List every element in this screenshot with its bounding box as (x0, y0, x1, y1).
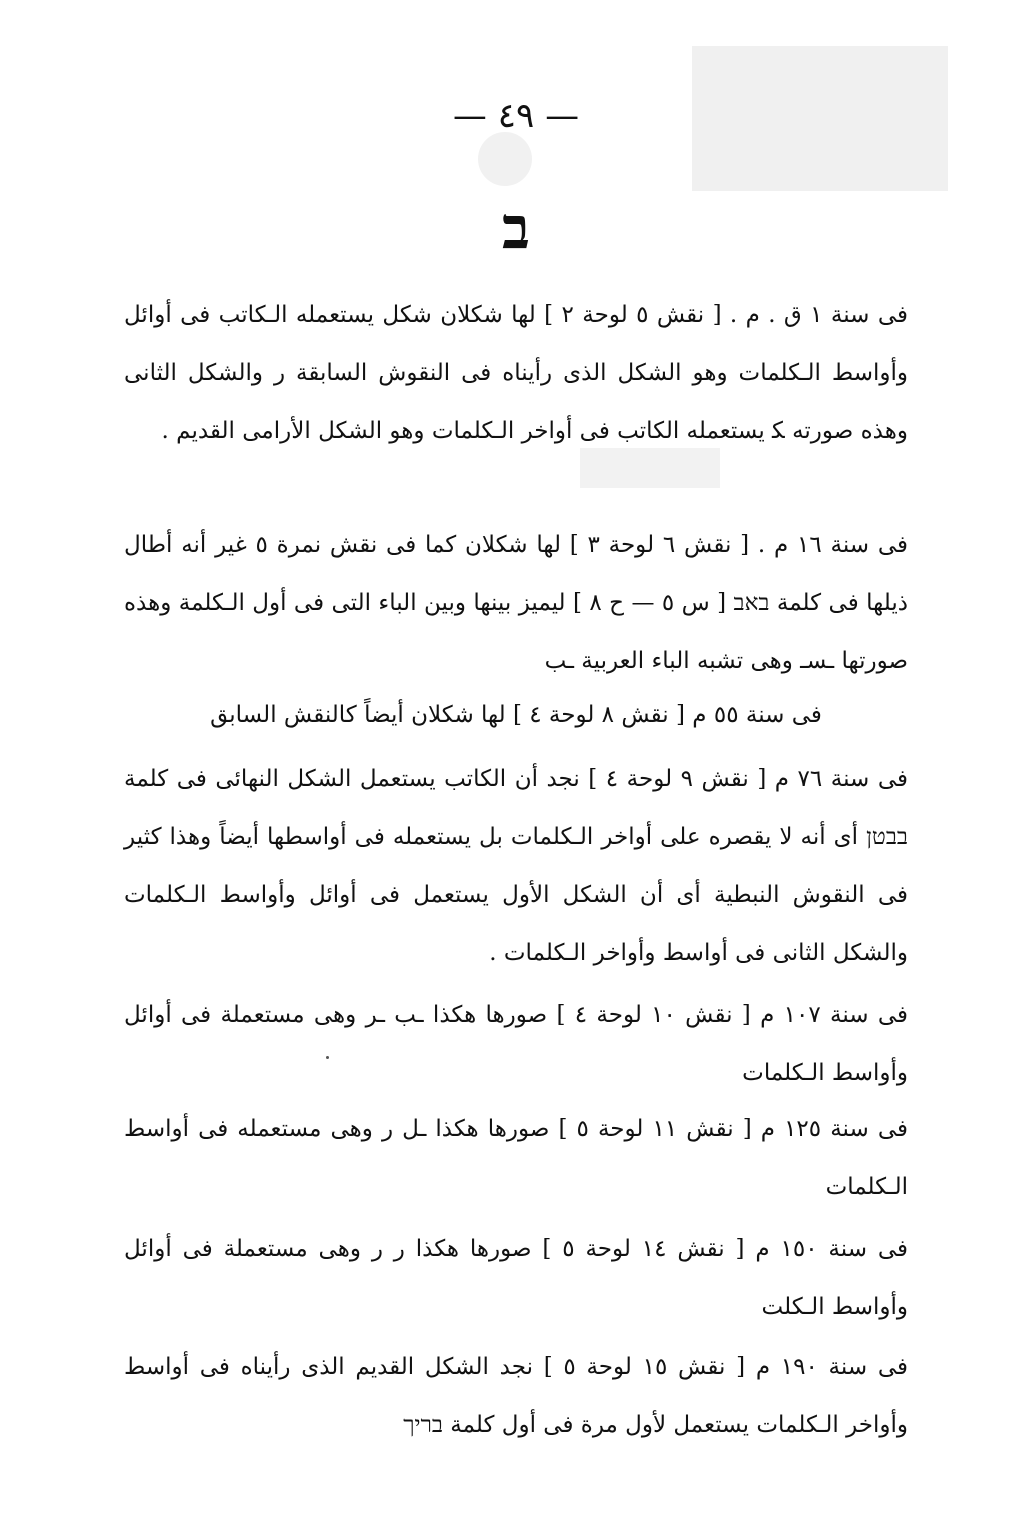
paragraph-year-125: فى سنة ١٢٥ م [ نقش ١١ لوحة ٥ ] صورها هكذا ـل ر وهى مستعمله فى أواسط الـكلمات (124, 1116, 908, 1200)
paragraph-year-150: فى سنة ١٥٠ م [ نقش ١٤ لوحة ٥ ] صورها هكذا ر ر وهى مستعملة فى أوائل وأواسط الـكلت (124, 1236, 908, 1320)
stray-dot (326, 1056, 329, 1059)
paragraph-year-76: فى سنة ٧٦ م [ نقش ٩ لوحة ٤ ] نجد أن الكاتب يستعمل الشكل النهائى فى كلمة בבטן أى أنه لا يقصره على أواخر الـكلمات بل يستعمله فى أواسطها أيضاً وهذا كثير فى النقوش النبطية أى أن الشكل الأول يستعمل فى أوائل وأواسط الـكلمات والشكل الثانى فى أواسط وأواخر الـكلمات . (124, 766, 908, 966)
paragraph-year-107: فى سنة ١٠٧ م [ نقش ١٠ لوحة ٤ ] صورها هكذا ـب ـر وهى مستعملة فى أوائل وأواسط الـكلمات (124, 1002, 908, 1086)
letter-heading: ב (502, 194, 530, 262)
scan-smudge (478, 132, 532, 186)
paragraph-year-16: فى سنة ١٦ م . [ نقش ٦ لوحة ٣ ] لها شكلان كما فى نقش نمرة ٥ غير أنه أطال ذيلها فى كلمة באב [ س ٥ — ح ٨ ] ليميز بينها وبين الباء التى فى أول الـكلمة وهذه صورتها ـسـ وهى تشبه الباء العربية ـب (124, 532, 908, 674)
paragraph-year-190: فى سنة ١٩٠ م [ نقش ١٥ لوحة ٥ ] نجد الشكل القديم الذى رأيناه فى أواسط وأواخر الـكلمات يستعمل لأول مرة فى أول كلمة בריך (124, 1354, 908, 1438)
paragraph-year-1bc: فى سنة ١ ق . م . [ نقش ٥ لوحة ٢ ] لها شكلان شكل يستعمله الـكاتب فى أوائل وأواسط الـكلمات وهو الشكل الذى رأيناه فى النقوش السابقة ر والشكل الثانى وهذه صورته ﮑ يستعمله الكاتب فى أواخر الـكلمات وهو الشكل الأرامى القديم . (124, 302, 909, 444)
paragraph-year-55: فى سنة ٥٥ م [ نقش ٨ لوحة ٤ ] لها شكلان أيضاً كالنقش السابق (210, 702, 822, 728)
page-number: — ٤٩ — (452, 96, 580, 136)
